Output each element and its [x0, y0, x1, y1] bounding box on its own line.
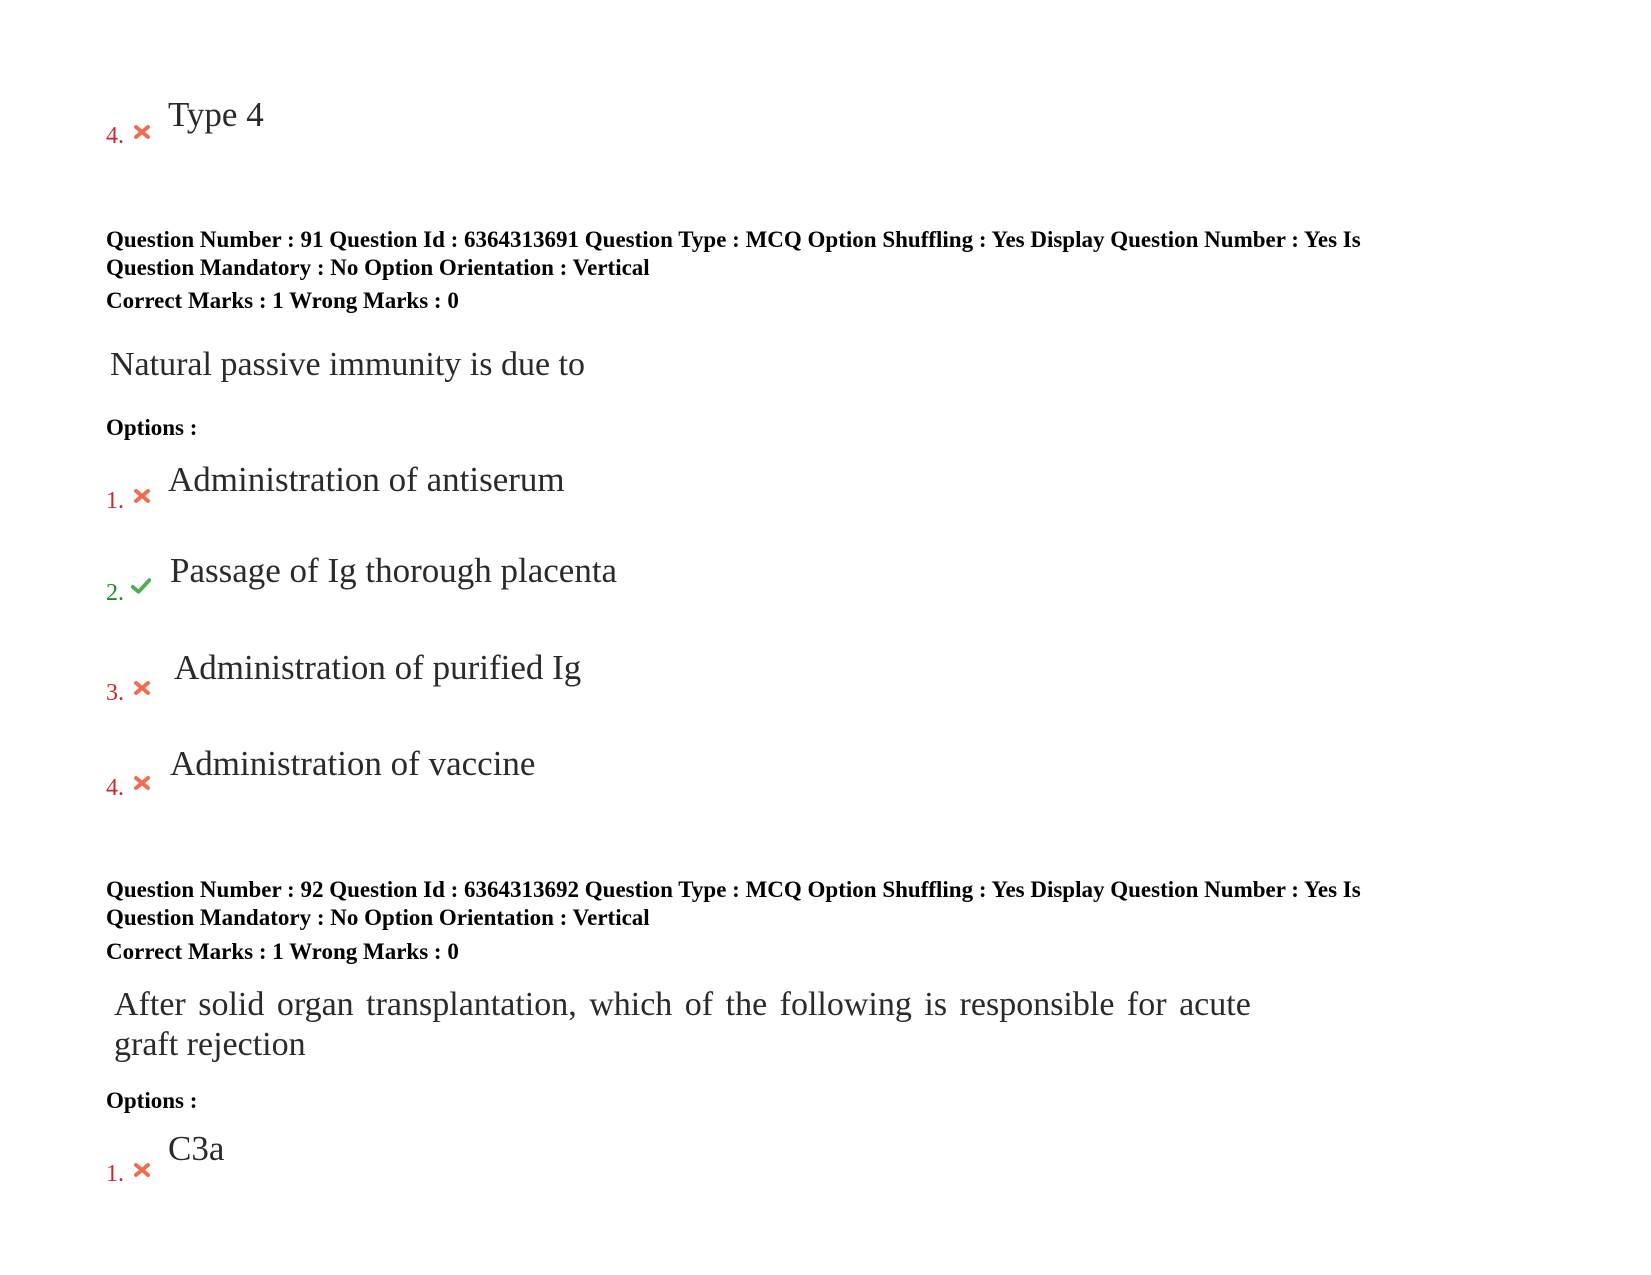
- question-meta-line2: Question Mandatory : No Option Orientation : Vertical: [106, 255, 650, 280]
- question-marks: Correct Marks : 1 Wrong Marks : 0: [106, 288, 459, 313]
- option-text: Administration of purified Ig: [174, 648, 582, 687]
- cross-icon: [132, 1160, 152, 1180]
- cross-icon: [132, 486, 152, 506]
- cross-icon: [132, 773, 152, 793]
- option-text: C3a: [168, 1129, 225, 1168]
- option-number: 4.: [106, 775, 124, 801]
- cross-icon: [132, 122, 152, 142]
- option-number: 4.: [106, 123, 124, 149]
- options-label: Options :: [106, 1088, 198, 1113]
- option-number: 1.: [106, 488, 124, 514]
- check-icon: [131, 576, 151, 596]
- option-text: Passage of Ig thorough placenta: [170, 551, 618, 590]
- question-meta-line1: Question Number : 91 Question Id : 6364313691 Question Type : MCQ Option Shuffling : Yes Display Question Number : Yes Is: [106, 227, 1361, 252]
- option-number: 3.: [106, 680, 124, 706]
- option-text: Type 4: [168, 95, 264, 134]
- option-text: Administration of antiserum: [168, 460, 565, 499]
- question-meta-line1: Question Number : 92 Question Id : 6364313692 Question Type : MCQ Option Shuffling : Yes Display Question Number : Yes Is: [106, 877, 1361, 902]
- question-text-line1: After solid organ transplantation, which of the following is responsible for acute: [114, 986, 1251, 1023]
- cross-icon: [132, 678, 152, 698]
- question-marks: Correct Marks : 1 Wrong Marks : 0: [106, 939, 459, 964]
- question-text-line2: graft rejection: [114, 1026, 306, 1063]
- option-number: 1.: [106, 1161, 124, 1187]
- option-text: Administration of vaccine: [170, 744, 536, 783]
- question-meta-line2: Question Mandatory : No Option Orientation : Vertical: [106, 905, 650, 930]
- options-label: Options :: [106, 415, 198, 440]
- question-text: Natural passive immunity is due to: [110, 346, 585, 383]
- option-number: 2.: [106, 580, 124, 606]
